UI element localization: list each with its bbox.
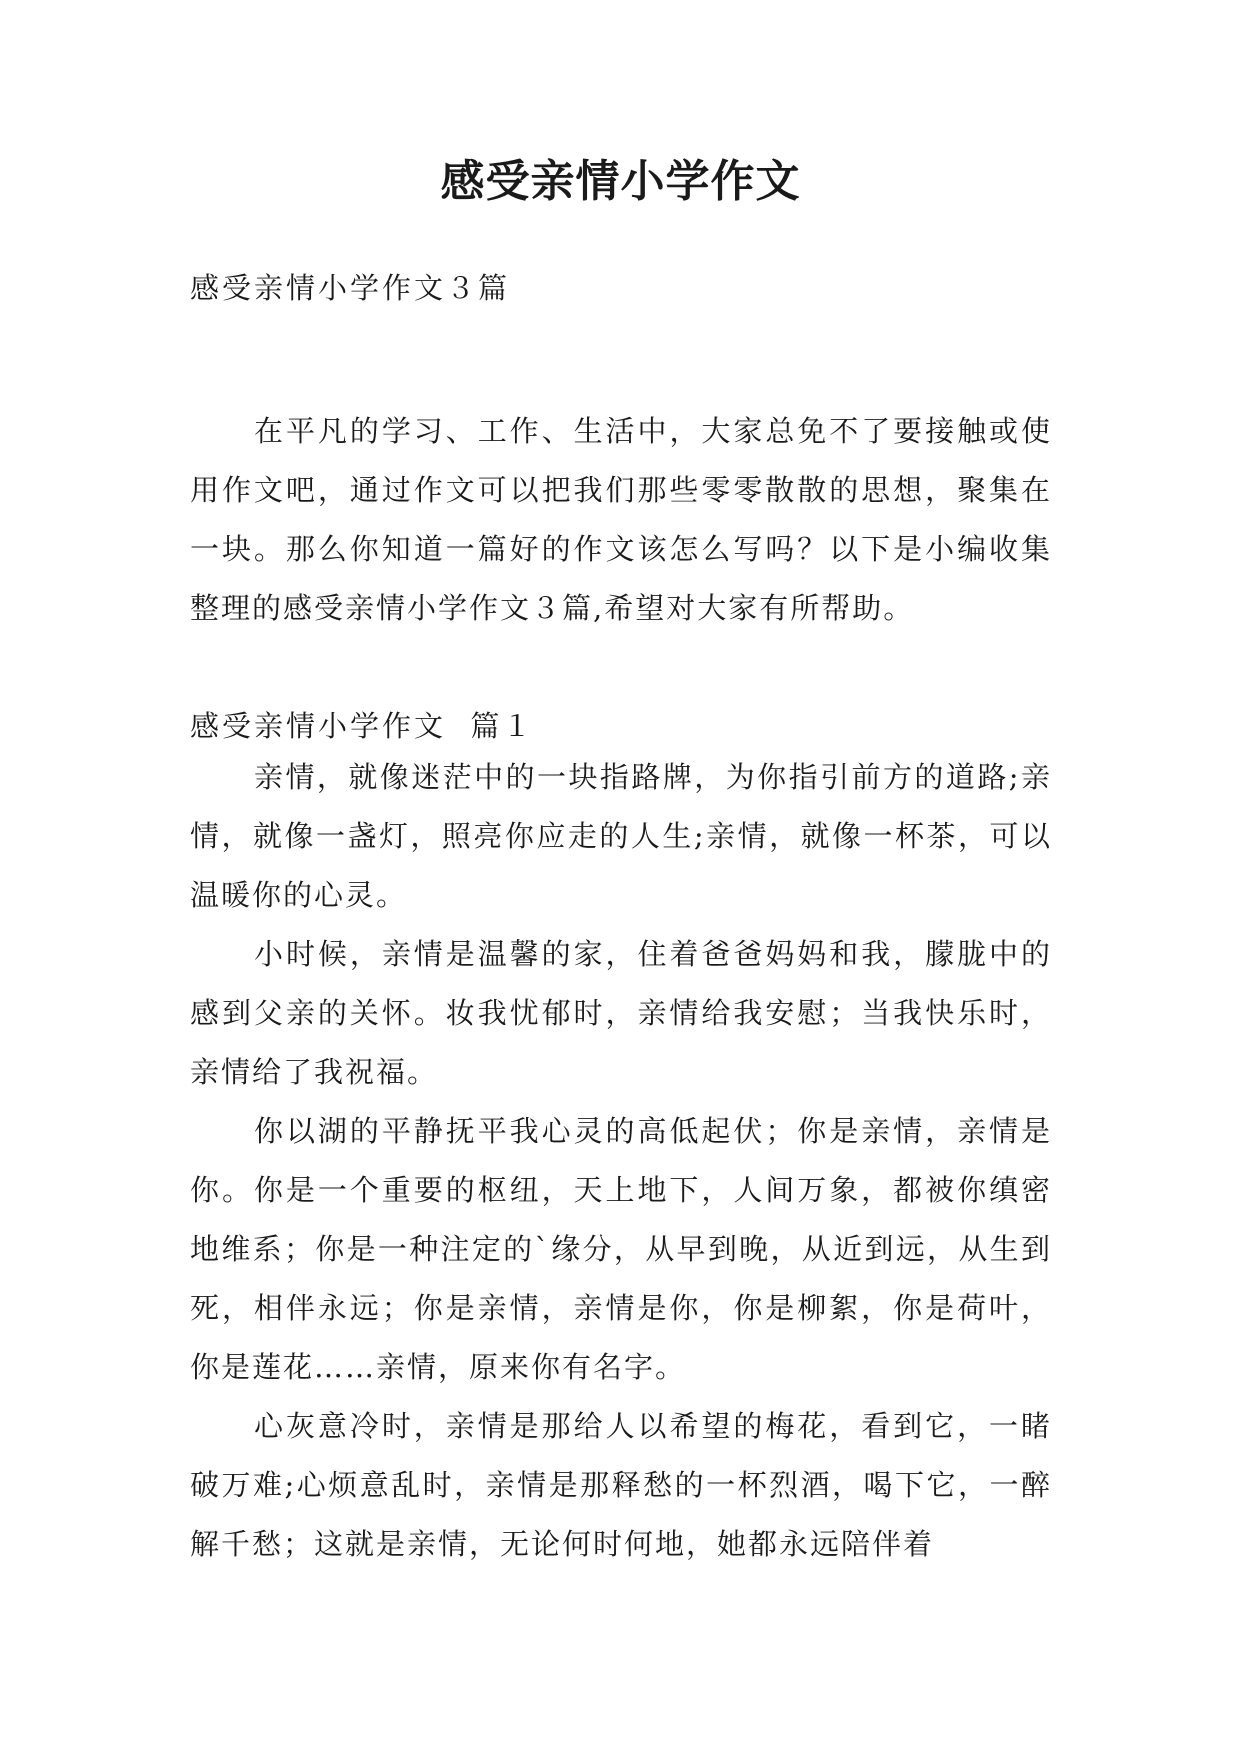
- body-paragraph: 你以湖的平静抚平我心灵的高低起伏；你是亲情，亲情是你。你是一个重要的枢纽，天上地下，人间万象，都被你缜密地维系；你是一种注定的`缘分，从早到晚，从近到远，从生到死，相伴永远；你是亲情，亲情是你，你是柳絮，你是荷叶，你是莲花……亲情，原来你有名字。: [190, 1114, 1052, 1384]
- intro-paragraph-block: [190, 402, 1052, 638]
- body-paragraph: 小时候，亲情是温馨的家，住着爸爸妈妈和我，朦胧中的感到父亲的关怀。妆我忧郁时，亲情给我安慰；当我快乐时，亲情给了我祝福。: [190, 937, 1052, 1089]
- document-title: 感受亲情小学作文: [440, 156, 801, 207]
- document-subtitle: 感受亲情小学作文３篇: [190, 271, 511, 305]
- section-body: [190, 748, 1052, 1574]
- body-paragraph: 心灰意冷时，亲情是那给人以希望的梅花，看到它，一睹破万难;心烦意乱时，亲情是那释愁的一杯烈酒，喝下它，一醉解千愁；这就是亲情，无论何时何地，她都永远陪伴着: [190, 1409, 1052, 1561]
- section-heading: 感受亲情小学作文 篇１: [190, 709, 535, 743]
- body-paragraph: 亲情，就像迷茫中的一块指路牌，为你指引前方的道路;亲情，就像一盏灯，照亮你应走的人生;亲情，就像一杯茶，可以温暖你的心灵。: [190, 760, 1052, 912]
- intro-paragraph: 在平凡的学习、工作、生活中，大家总免不了要接触或使用作文吧，通过作文可以把我们那些零零散散的思想，聚集在一块。那么你知道一篇好的作文该怎么写吗？以下是小编收集整理的感受亲情小学作文３篇,希望对大家有所帮助。: [190, 414, 1052, 625]
